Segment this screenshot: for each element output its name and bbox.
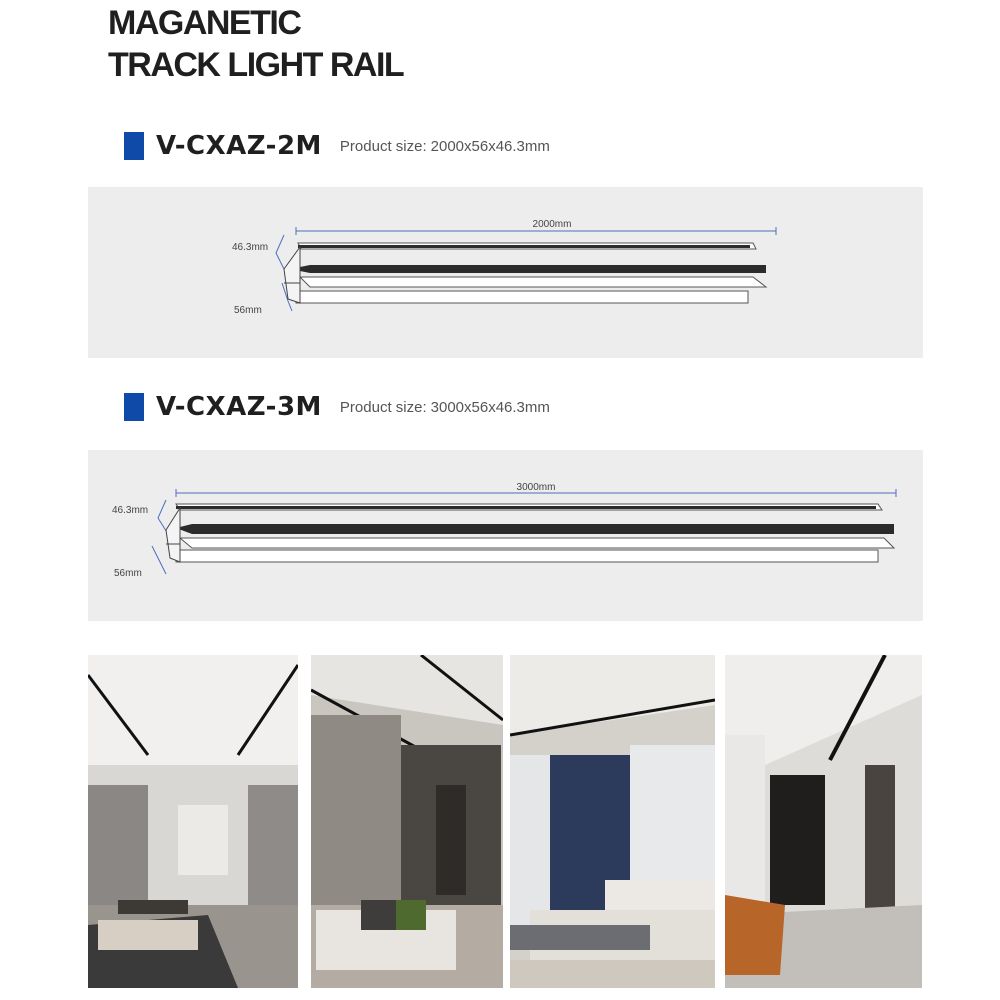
product-heading-3m [124,390,550,424]
title-line-1: MAGANETIC [108,4,301,42]
product-size-value: 2000x56x46.3mm [430,137,550,155]
width-label: 56mm [114,568,142,579]
product-size-label: Product size: [339,398,427,416]
blue-square-icon [124,132,144,160]
hallway-photo [725,655,922,988]
rail-diagram-2m [88,187,923,358]
model-name: V-CXAZ-2M [156,131,322,161]
model-name: V-CXAZ-3M [156,392,322,422]
bedroom-photo [510,655,715,988]
height-label: 46.3mm [232,242,269,253]
product-size-label: Product size: [339,137,427,155]
lounge-photo [311,655,503,988]
rail-drawing-3m [88,450,923,621]
living-room-photo [88,655,298,988]
length-label: 3000mm [516,482,556,493]
rail-drawing-2m [88,187,923,358]
page-title [108,2,403,86]
rail-diagram-3m [88,450,923,621]
blue-square-icon [124,393,144,421]
width-label: 56mm [234,305,262,316]
product-size-value: 3000x56x46.3mm [430,398,550,416]
height-label: 46.3mm [112,505,149,516]
product-heading-2m [124,129,550,163]
title-line-2: TRACK LIGHT RAIL [108,46,404,84]
length-label: 2000mm [532,219,572,230]
